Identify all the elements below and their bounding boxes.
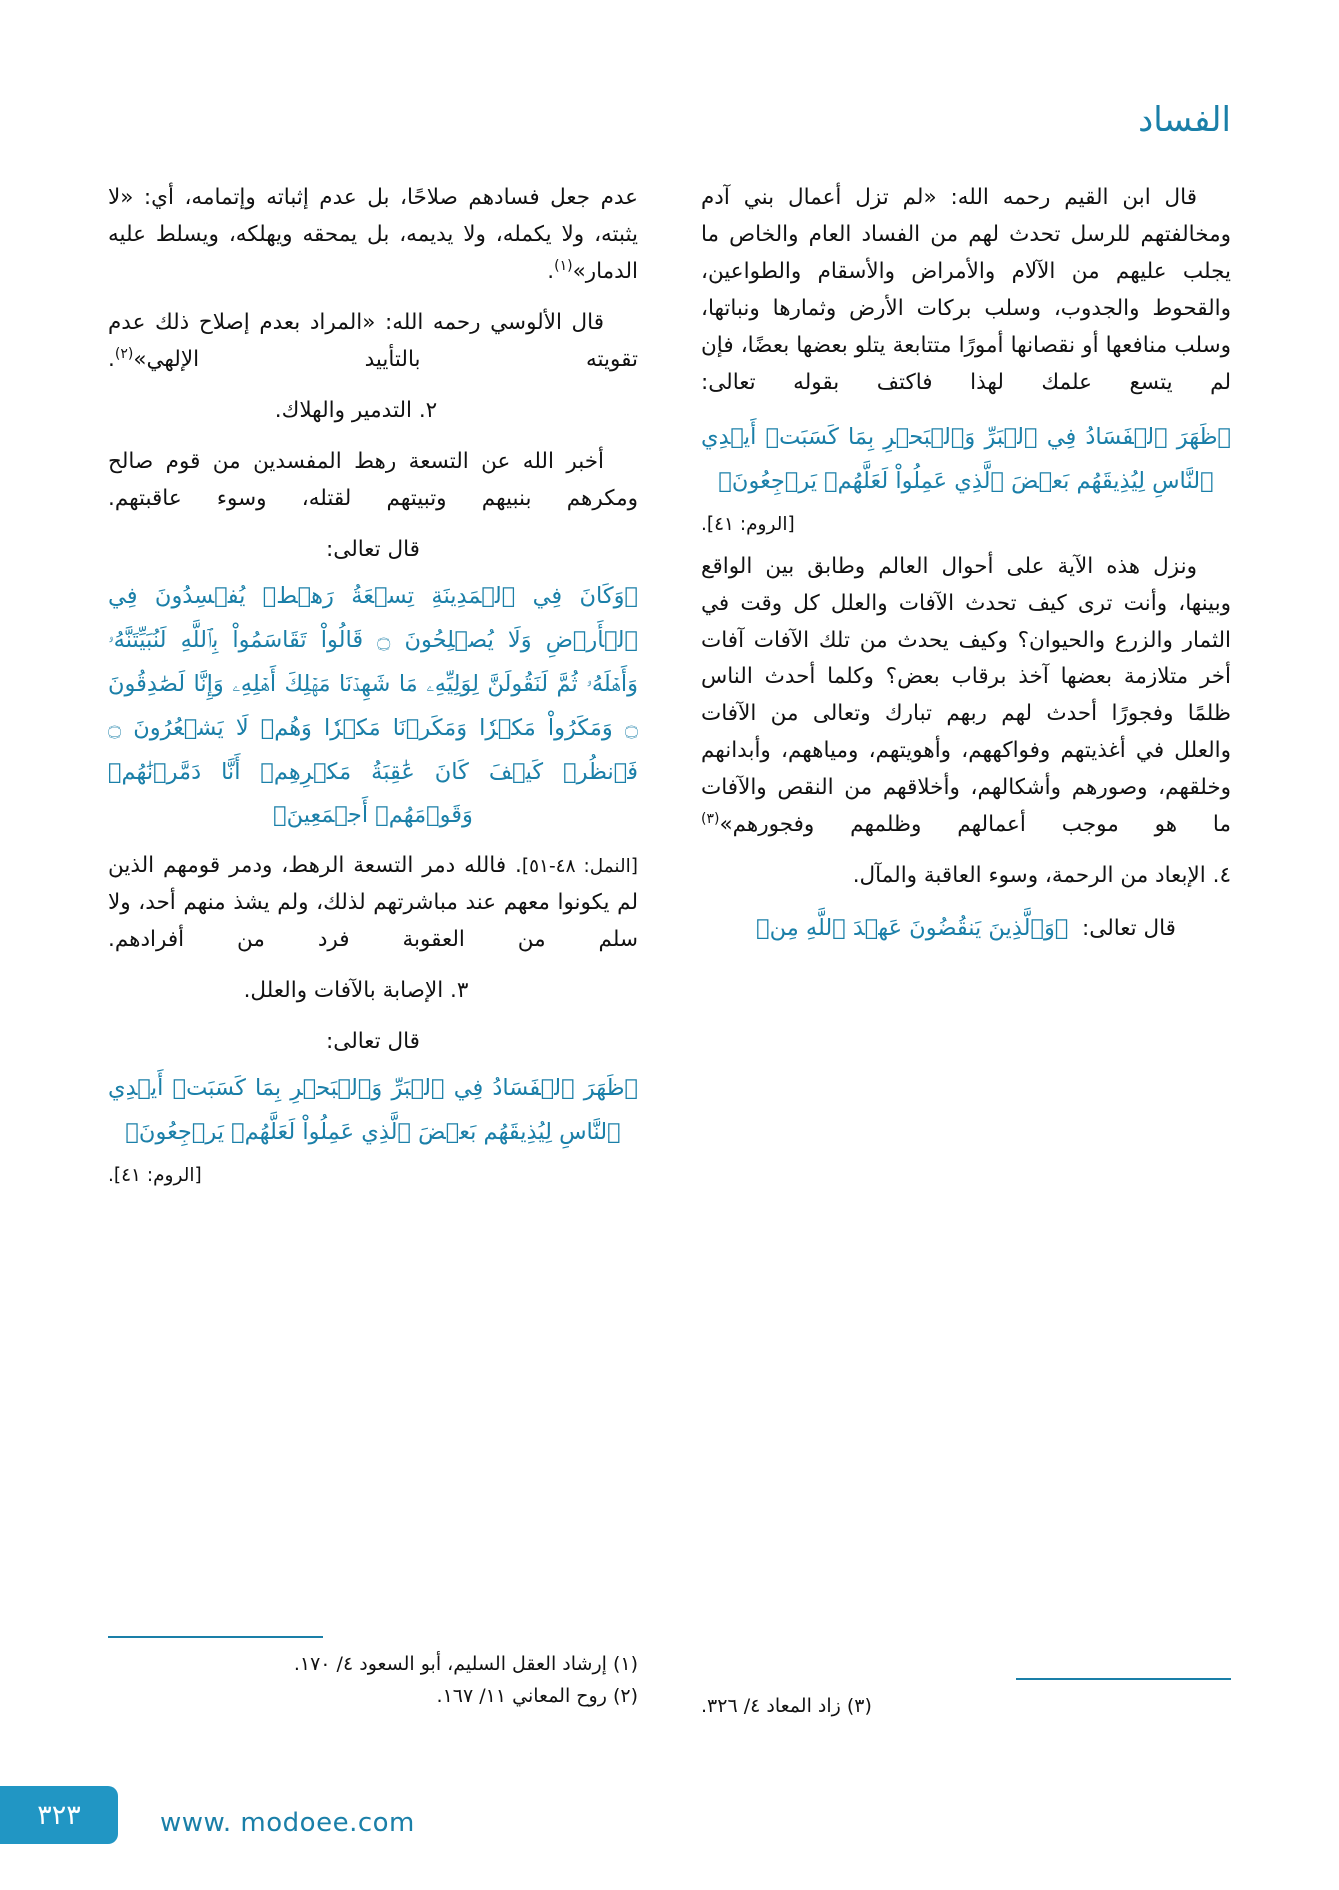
body-columns <box>108 180 1231 1640</box>
footnote-divider-left <box>108 1636 323 1638</box>
chapter-title: الفساد <box>1138 100 1231 140</box>
footnote-2: (٢) روح المعاني ١١/ ١٦٧. <box>436 1685 638 1708</box>
paragraph-qala-taala-left-1: قال تعالى: <box>326 537 420 563</box>
footnote-marker-1: (١) <box>554 257 573 274</box>
verse-reference-rum-41-right: [الروم: ٤١]. <box>701 513 795 535</box>
page-footer <box>0 1770 1339 1890</box>
quran-verse-rum-41-right: ﴿ظَهَرَ ٱلۡفَسَادُ فِي ٱلۡبَرِّ وَٱلۡبَحۡرِ بِمَا كَسَبَتۡ أَيۡدِي ٱلنَّاسِ لِيُذِيقَهُم بَعۡضَ ٱلَّذِي عَمِلُواْ لَعَلَّهُمۡ يَرۡجِعُونَ﴾ <box>701 423 1231 494</box>
paragraph-no-reform <box>108 180 638 291</box>
page-number-tab <box>0 1786 118 1844</box>
paragraph-no-reform-tail: . <box>547 259 555 285</box>
paragraph-qala-taala-right <box>701 909 1231 948</box>
footnote-3: (٣) زاد المعاد ٤/ ٣٢٦. <box>701 1695 872 1717</box>
verse-reference-naml: [النمل: ٤٨-٥١] <box>521 856 638 878</box>
heading-item-3: ٣. الإصابة بالآفات والعلل. <box>243 978 469 1004</box>
quran-verse-naml-48-51: ﴿وَكَانَ فِي ٱلۡمَدِينَةِ تِسۡعَةُ رَهۡطٖ يُفۡسِدُونَ فِي ٱلۡأَرۡضِ وَلَا يُصۡلِحُونَ ۝ قَالُواْ تَقَاسَمُواْ بِٱللَّهِ لَنُبَيِّتَنَّهُۥ وَأَهۡلَهُۥ ثُمَّ لَنَقُولَنَّ لِوَلِيِّهِۦ مَا شَهِدۡنَا مَهۡلِكَ أَهۡلِهِۦ وَإِنَّا لَصَٰدِقُونَ ۝ وَمَكَرُواْ مَكۡرٗا وَمَكَرۡنَا مَكۡرٗا وَهُمۡ لَا يَشۡعُرُونَ ۝ فَٱنظُرۡ كَيۡفَ كَانَ عَٰقِبَةُ مَكۡرِهِمۡ أَنَّا دَمَّرۡنَٰهُمۡ وَقَوۡمَهُمۡ أَجۡمَعِينَ﴾ <box>108 583 638 829</box>
quran-verse-fragment-right: ﴿وَٱلَّذِينَ يَنقُضُونَ عَهۡدَ ٱللَّهِ مِنۡ <box>756 915 1069 942</box>
paragraph-naml-explain-text: . فالله دمر التسعة الرهط، ودمر قومهم الذين لم يكونوا معهم عند مباشرتهم لذلك، ولم يشذ منهم أحد، ولا سلم من العقوبة فرد من أفرادهم. <box>108 853 638 953</box>
lead-qala-taala-right: قال تعالى: <box>1082 916 1176 942</box>
footnote-marker-2: (٢) <box>114 346 134 363</box>
footnotes-right <box>701 1690 1231 1722</box>
paragraph-alusi-text: قال الألوسي رحمه الله: «المراد بعدم إصلاح ذلك عدم تقويته بالتأييد الإلهي» <box>108 310 638 373</box>
paragraph-world-conditions-text: ونزل هذه الآية على أحوال العالم وطابق بين الواقع وبينها، وأنت ترى كيف تحدث الآفات والعلل كل وقت في الثمار والزرع والحيوان؟ وكيف يحدث من تلك الآفات آفات أخر متلازمة بعضها آخذ برقاب بعض؟ وكلما أحدث الناس ظلمًا وفجورًا أحدث لهم ربهم تبارك وتعالى من الآفات والعلل في أغذيتهم وفواكههم، وأهويتهم، ومياههم، وأبدانهم وخلقهم، وصورهم وأشكالهم، وأخلاقهم من النقص والآفات ما هو موجب أعمالهم وظلمهم وفجورهم» <box>701 553 1231 838</box>
paragraph-nine-rahd: أخبر الله عن التسعة رهط المفسدين من قوم صالح ومكرهم بنبيهم وتبيتهم لقتله، وسوء عاقبتهم. <box>108 449 638 512</box>
paragraph-qala-taala-left-2: قال تعالى: <box>326 1029 420 1055</box>
page-number: ٣٢٣ <box>37 1799 81 1831</box>
footnote-1: (١) إرشاد العقل السليم، أبو السعود ٤/ ١٧٠. <box>293 1653 638 1675</box>
footnotes-left <box>108 1648 638 1713</box>
heading-item-2: ٢. التدمير والهلاك. <box>274 398 438 424</box>
paragraph-no-reform-text: عدم جعل فسادهم صلاحًا، بل عدم إثباته وإتمامه، أي: «لا يثبته، ولا يكمله، ولا يديمه، بل يمحقه ويهلكه، ويسلط عليه الدمار» <box>108 185 638 285</box>
column-left <box>108 180 638 1640</box>
paragraph-alusi <box>108 305 638 379</box>
paragraph-ibn-qayyim: قال ابن القيم رحمه الله: «لم تزل أعمال بني آدم ومخالفتهم للرسل تحدث لهم من الفساد العام والخاص ما يجلب عليهم من الآلام والأمراض والأسقام والطواعين، والقحوط والجدوب، وسلب بركات الأرض وثمارها ونباتها، وسلب منافعها أو نقصانها أمورًا متتابعة يتلو بعضها بعضًا، فإن لم يتسع علمك لهذا فاكتف بقوله تعالى: <box>701 185 1231 395</box>
footnote-divider-right <box>1016 1678 1231 1680</box>
paragraph-naml-explain <box>108 848 638 959</box>
site-url[interactable]: www. modoee.com <box>160 1808 415 1838</box>
footnote-marker-3: (٣) <box>701 811 720 828</box>
paragraph-item-4: ٤. الإبعاد من الرحمة، وسوء العاقبة والمآل. <box>852 863 1231 889</box>
page-header <box>108 100 1231 156</box>
column-right <box>701 180 1231 1640</box>
quran-verse-rum-41-left: ﴿ظَهَرَ ٱلۡفَسَادُ فِي ٱلۡبَرِّ وَٱلۡبَحۡرِ بِمَا كَسَبَتۡ أَيۡدِي ٱلنَّاسِ لِيُذِيقَهُم بَعۡضَ ٱلَّذِي عَمِلُواْ لَعَلَّهُمۡ يَرۡجِعُونَ﴾ <box>108 1075 638 1145</box>
paragraph-alusi-tail: . <box>108 347 115 373</box>
verse-reference-rum-41-left: [الروم: ٤١]. <box>108 1164 202 1186</box>
paragraph-world-conditions <box>701 549 1231 845</box>
